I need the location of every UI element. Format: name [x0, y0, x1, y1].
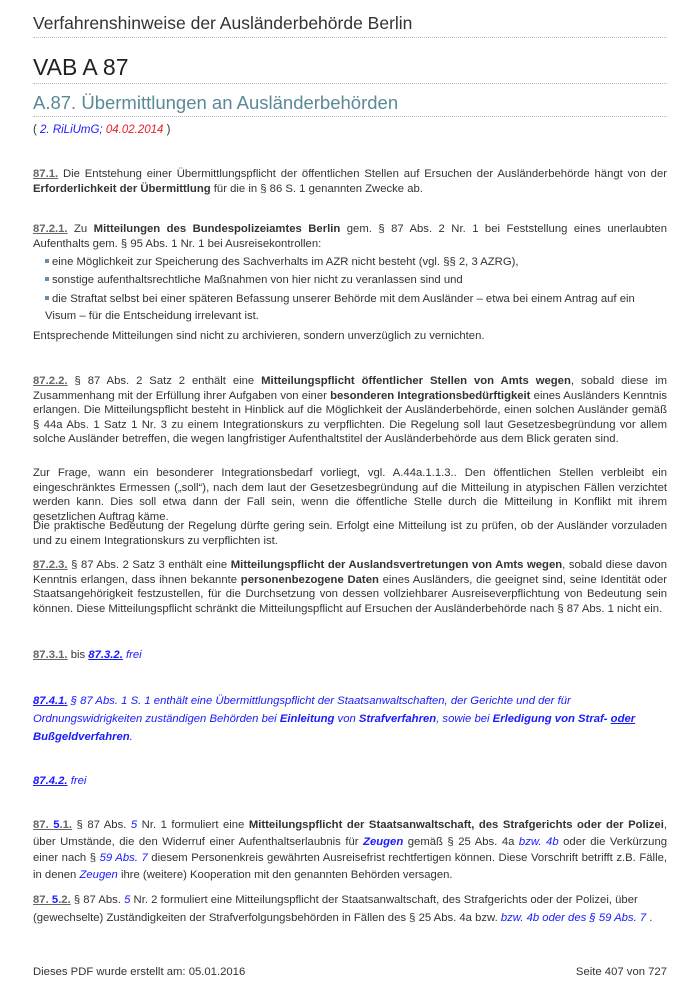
paragraph-number: 87. 5.2.: [33, 894, 71, 906]
paragraph-87-5-2: 87. 5.2. § 87 Abs. 5 Nr. 2 formuliert eine Mitteilungspflicht der Staatsanwaltschaft, des Strafgerichts oder der Polizei, über (gewechselte) Zuständigkeiten der Strafverfolgungsbehörden in Fällen des § 25 Abs. 4a bzw. bzw. 4b oder des § 59 Abs. 7 .: [33, 894, 653, 924]
paragraph-87-2-2-practice: Die praktische Bedeutung der Regelung dürfte gering sein. Erfolgt eine Mitteilung ist zu prüfen, ob der Ausländer vorzuladen und zu einem Integrationskurs zu verpflichten ist.: [33, 520, 667, 547]
paragraph-87-3-1: 87.3.1. bis 87.3.2. frei: [33, 649, 142, 661]
title-divider: [33, 83, 667, 84]
bullet-square-icon: [45, 259, 49, 263]
bullet-square-icon: [45, 277, 49, 281]
link-87-3-2[interactable]: 87.3.2.: [88, 649, 123, 661]
bullet-square-icon: [45, 296, 49, 300]
paragraph-number: 87.1.: [33, 168, 59, 180]
ref-link[interactable]: 2. RiLiUmG;: [40, 124, 103, 136]
list-item: die Straftat selbst bei einer späteren Befassung unserer Behörde mit dem Ausländer – etwa bei einem Antrag auf ein Visum – für die Entscheidung irrelevant ist.: [45, 293, 635, 322]
paragraph-number: 87.4.1.: [33, 695, 68, 707]
reference-line: ( 2. RiLiUmG; 04.02.2014 ): [33, 124, 171, 136]
paragraph-number: 87.2.3.: [33, 559, 68, 571]
paragraph-number: 87.2.2.: [33, 375, 68, 387]
paragraph-87-2-1: 87.2.1. Zu Mitteilungen des Bundespolizeiamtes Berlin gem. § 87 Abs. 2 Nr. 1 bei Feststellung eines unerlaubten Aufenthalts gem. § 95 Abs. 1 Nr. 1 bei Ausreisekontrollen:: [33, 223, 667, 250]
paragraph-87-2-2: 87.2.2. § 87 Abs. 2 Satz 2 enthält eine Mitteilungspflicht öffentlicher Stellen von Amts wegen, sobald diese im Zusammenhang mit der Erfüllung ihrer Aufgaben von einer besonderen Integrationsbedürftigkeit eines Ausländers Kenntnis erlangen. Die Mitteilungspflicht besteht in Hinblick auf die Möglichkeit der Ausländerbehörde, einen solchen Ausländer gemäß § 44a Abs. 1 Satz 1 Nr. 3 zu einem Integrationskurs zu verpflichten. Die Regelung soll laut Gesetzesbegründung vor allem solche Ausländer betreffen, die wegen langfristiger Aufenthaltstitel der Ausländerbehörde aus dem Blick geraten sind.: [33, 375, 668, 446]
paragraph-number: 87.2.1.: [33, 223, 68, 235]
section-divider: [33, 116, 667, 117]
header-divider: [33, 37, 667, 38]
paragraph-87-2-1-closing: Entsprechende Mitteilungen sind nicht zu archivieren, sondern unverzüglich zu vernichten.: [33, 330, 485, 342]
paragraph-87-4-1: 87.4.1. § 87 Abs. 1 S. 1 enthält eine Übermittlungspflicht der Staatsanwaltschaften, der Gerichte und der für Ordnungswidrigkeiten zuständigen Behörden bei Einleitung von Strafverfahren, sowie bei Erledigung von Straf- oder Bußgeldverfahren.: [33, 695, 636, 743]
section-title: A.87. Übermittlungen an Ausländerbehörden: [33, 92, 399, 113]
vab-title: VAB A 87: [33, 54, 129, 80]
paragraph-87-4-2: 87.4.2. frei: [33, 775, 87, 787]
footer-page-number: Seite 407 von 727: [575, 966, 667, 978]
paragraph-87-5-1: 87. 5.1. § 87 Abs. 5 Nr. 1 formuliert eine Mitteilungspflicht der Staatsanwaltschaft, des Strafgerichts oder der Polizei, über Umstände, die den Widerruf einer Aufenthaltserlaubnis für Zeugen gemäß § 25 Abs. 4a bzw. 4b oder die Verkürzung einer nach § 59 Abs. 7 diesem Personenkreis gewährten Ausreisefrist rechtfertigen können. Diese Vorschrift betrifft z.B. Fälle, in denen Zeugen ihre (weitere) Kooperation mit den genannten Behörden versagen.: [33, 819, 668, 881]
paragraph-87-2-3: 87.2.3. § 87 Abs. 2 Satz 3 enthält eine Mitteilungspflicht der Auslandsvertretungen von Amts wegen, sobald diese davon Kenntnis erlangen, dass ihnen bekannte personenbezogene Daten eines Ausländers, die geeignet sind, seine Identität oder Staatsangehörigkeit festzustellen, für die Durchsetzung von dessen vollziehbarer Ausreiseverpflichtung von Bedeutung sein können. Diese Mitteilungspflicht schränkt die Mitteilungspflicht auf Ersuchen der Ausländerbehörde nach § 87 Abs. 1 nicht ein.: [33, 559, 667, 615]
paragraph-number: 87. 5.1.: [33, 819, 73, 831]
ref-date: 04.02.2014: [105, 124, 164, 136]
page-header-title: Verfahrenshinweise der Ausländerbehörde Berlin: [33, 13, 413, 33]
list-item: sonstige aufenthaltsrechtliche Maßnahmen von hier nicht zu veranlassen sind und: [45, 273, 665, 288]
paragraph-87-2-2-integration: Zur Frage, wann ein besonderer Integrationsbedarf vorliegt, vgl. A.44a.1.1.3.. Den öffentlichen Stellen verbleibt ein eingeschränktes Ermessen („soll“), nach dem laut der Gesetzesbegründung auf die Mitteilung in atypischen Fällen verzichtet werden kann. Dies soll etwa dann der Fall sein, wenn die öffentliche Stelle durch die Mitteilung in Konflikt mit ihrem gesetzlichen Auftrag käme.: [33, 467, 667, 523]
paragraph-number: 87.3.1.: [33, 649, 68, 661]
list-item: eine Möglichkeit zur Speicherung des Sachverhalts im AZR nicht besteht (vgl. §§ 2, 3 AZRG),: [45, 255, 665, 270]
paragraph-number: 87.4.2.: [33, 775, 68, 787]
footer-created: Dieses PDF wurde erstellt am: 05.01.2016: [33, 966, 246, 978]
paragraph-87-1: 87.1. Die Entstehung einer Übermittlungspflicht der öffentlichen Stellen auf Ersuchen der Ausländerbehörde hängt von der Erforderlichkeit der Übermittlung für die in § 86 S. 1 genannten Zwecke ab.: [33, 168, 667, 195]
